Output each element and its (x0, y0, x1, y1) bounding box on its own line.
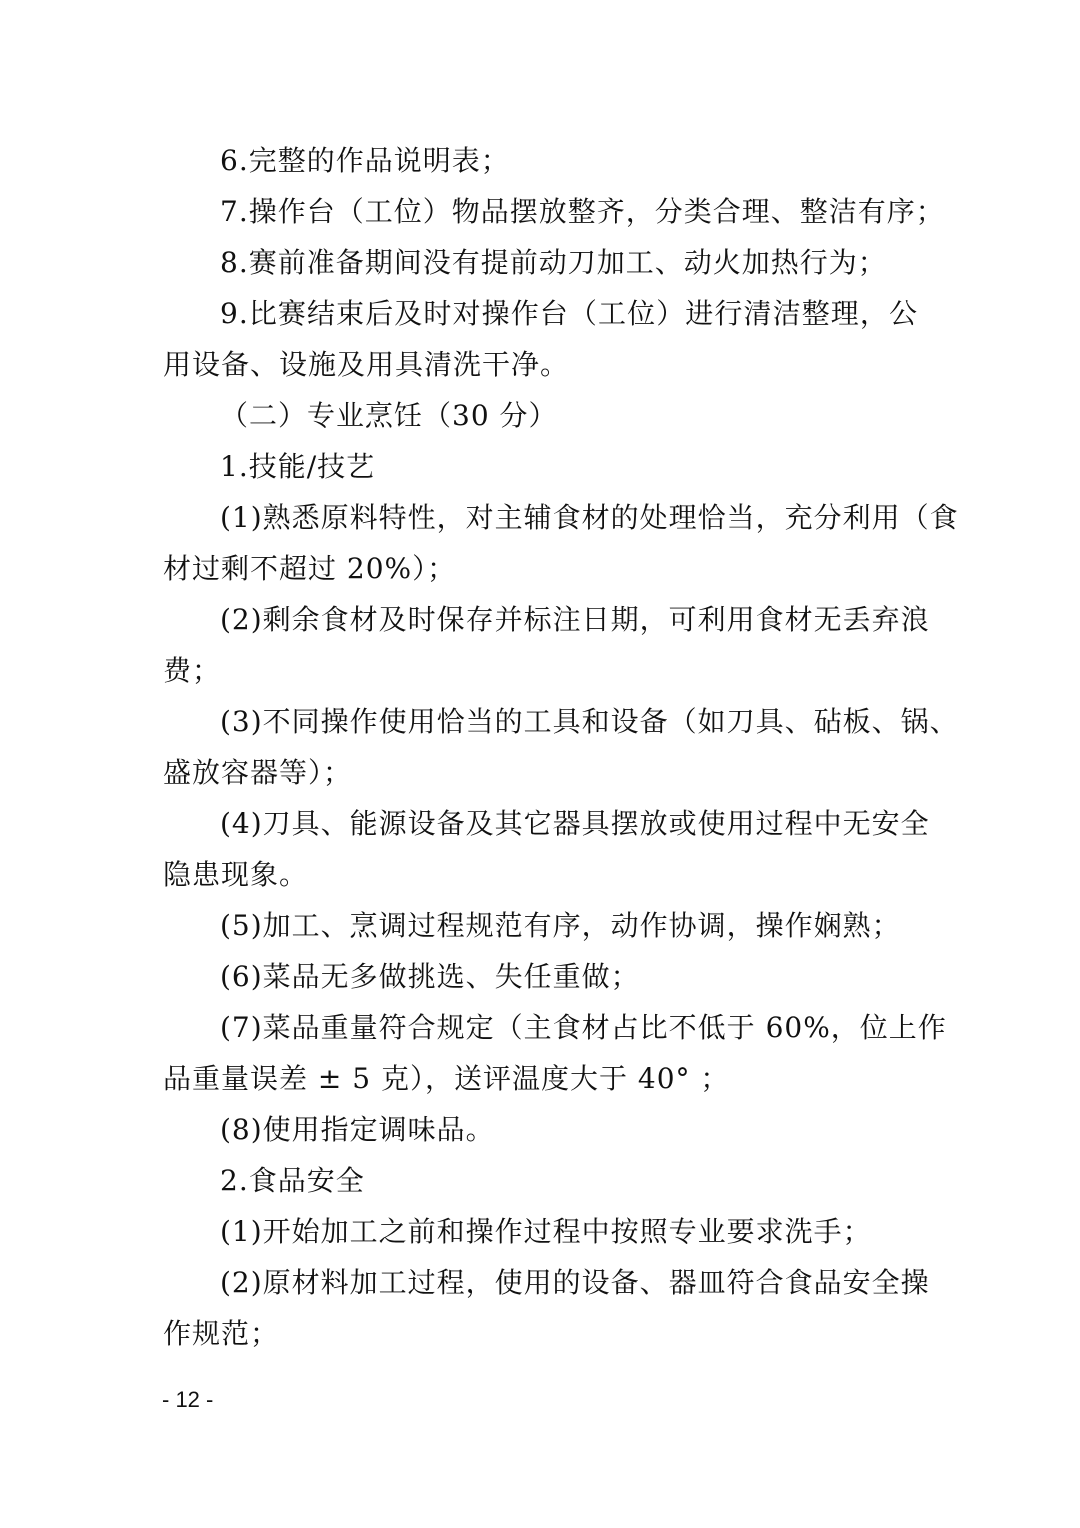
text-line: 材过剩不超过 20%）； (163, 552, 457, 585)
document-body (163, 135, 959, 1359)
text-line: 9.比赛结束后及时对操作台（工位）进行清洁整理，公 (220, 297, 918, 330)
text-line: 8.赛前准备期间没有提前动刀加工、动火加热行为； (220, 246, 887, 279)
text-line: (4)刀具、能源设备及其它器具摆放或使用过程中无安全 (220, 807, 930, 840)
text-line: 品重量误差 ± 5 克），送评温度大于 40° ； (163, 1062, 730, 1095)
text-line: (8)使用指定调味品。 (220, 1113, 495, 1146)
text-line: (3)不同操作使用恰当的工具和设备（如刀具、砧板、锅、 (220, 705, 959, 738)
text-line: 费； (163, 654, 222, 687)
text-line: 6.完整的作品说明表； (220, 144, 510, 177)
text-line: (1)开始加工之前和操作过程中按照专业要求洗手； (220, 1215, 872, 1248)
text-line: (2)原材料加工过程，使用的设备、器皿符合食品安全操 (220, 1266, 930, 1299)
text-line: 1.技能/技艺 (220, 450, 376, 483)
text-line: (1)熟悉原料特性，对主辅食材的处理恰当，充分利用（食 (220, 501, 959, 534)
text-line: (5)加工、烹调过程规范有序，动作协调，操作娴熟； (220, 909, 901, 942)
text-line: (2)剩余食材及时保存并标注日期，可利用食材无丢弃浪 (220, 603, 930, 636)
text-line: (7)菜品重量符合规定（主食材占比不低于 60%，位上作 (220, 1011, 947, 1044)
page-number: - 12 - (162, 1387, 214, 1412)
text-line: 隐患现象。 (163, 858, 309, 891)
text-line: （二）专业烹饪（30 分） (220, 399, 558, 432)
text-line: (6)菜品无多做挑选、失任重做； (220, 960, 640, 993)
text-line: 盛放容器等）； (163, 756, 353, 789)
text-line: 用设备、设施及用具清洗干净。 (163, 348, 570, 381)
text-line: 7.操作台（工位）物品摆放整齐，分类合理、整洁有序； (220, 195, 945, 228)
text-line: 作规范； (163, 1317, 280, 1350)
text-line: 2.食品安全 (220, 1164, 365, 1197)
